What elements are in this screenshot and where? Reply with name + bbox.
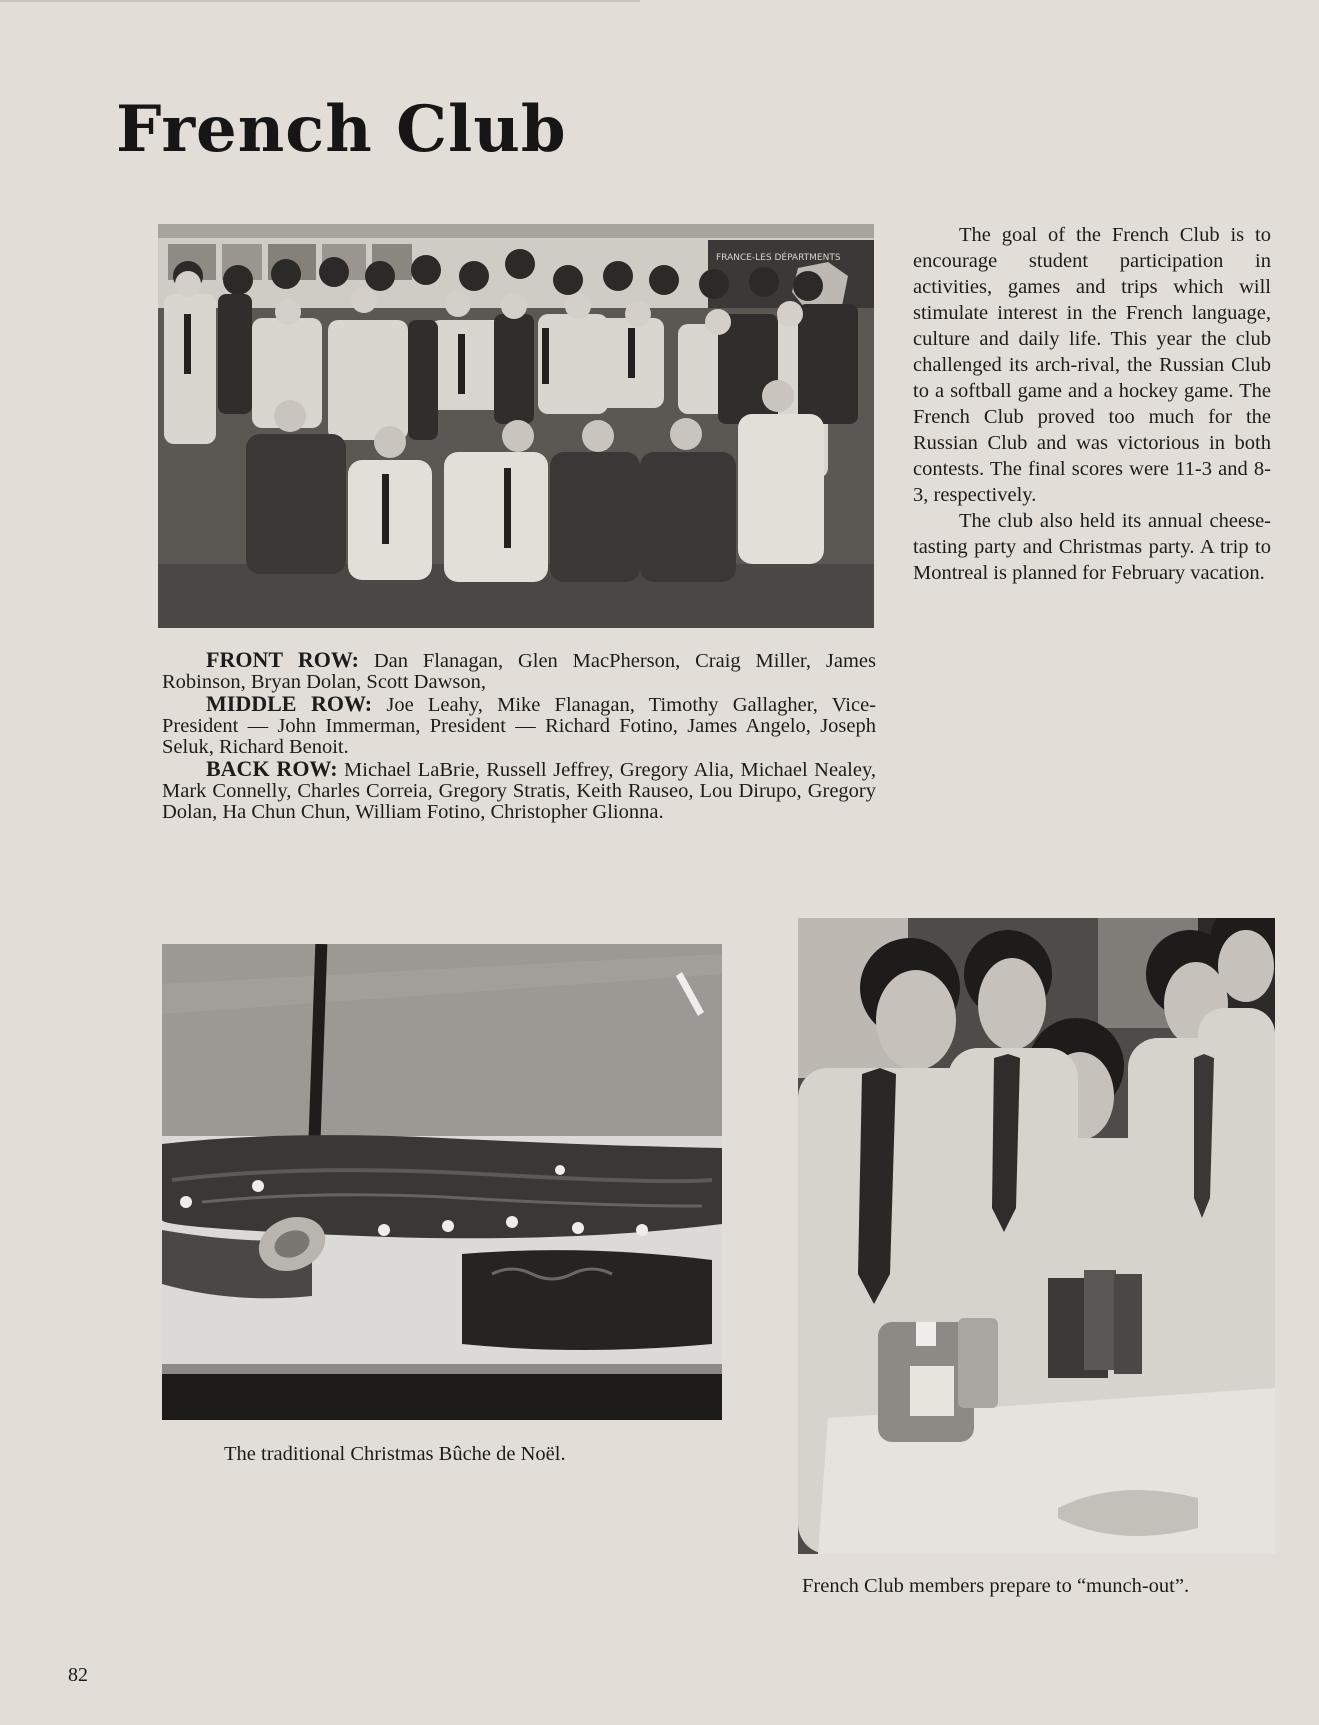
middle-row-caption	[162, 693, 876, 758]
back-row-caption	[162, 758, 876, 823]
back-row-names: Michael LaBrie, Russell Jeffrey, Gregory Alia, Michael Nealey, Mark Connelly, Charles Correia, Gregory Stratis, Keith Rauseo, Lou Dirupo, Gregory Dolan, Ha Chun Chun, William Fotino, Christopher Glionna.	[162, 759, 876, 823]
page-number: 82	[68, 1664, 88, 1686]
middle-row-names: Joe Leahy, Mike Flanagan, Timothy Gallagher, Vice-President — John Immerman, President — Richard Fotino, James Angelo, Joseph Seluk, Richard Benoit.	[162, 694, 876, 758]
members-photo-caption: French Club members prepare to “munch-out”.	[802, 1575, 1190, 1597]
members-photo-image	[798, 918, 1275, 1554]
front-row-names: Dan Flanagan, Glen MacPherson, Craig Miller, James Robinson, Bryan Dolan, Scott Dawson,	[162, 650, 876, 693]
front-row-caption	[162, 649, 876, 693]
top-rule	[0, 0, 640, 2]
middle-row-label: MIDDLE ROW:	[206, 691, 373, 716]
cake-photo-caption: The traditional Christmas Bûche de Noël.	[224, 1443, 566, 1465]
members-photo	[798, 918, 1275, 1554]
page-title: French Club	[116, 92, 567, 167]
group-photo	[158, 224, 874, 628]
back-row-label: BACK ROW:	[206, 756, 338, 781]
article-paragraph-2: The club also held its annual cheese-tasting party and Christmas party. A trip to Montreal is planned for February vacation.	[913, 510, 1271, 584]
front-row-label: FRONT ROW:	[206, 647, 359, 672]
article-text	[913, 222, 1271, 586]
group-photo-caption	[162, 649, 876, 823]
group-photo-sign: FRANCE-LES DÉPARTMENTS	[716, 253, 841, 263]
cake-photo	[162, 944, 722, 1420]
cake-photo-image	[162, 944, 722, 1420]
article-paragraph-1: The goal of the French Club is to encourage student participation in activities, games and trips which will stimulate interest in the French language, culture and daily life. This year the club challenged its arch-rival, the Russian Club to a softball game and a hockey game. The French Club proved too much for the Russian Club and was victorious in both contests. The final scores were 11-3 and 8-3, respectively.	[913, 224, 1271, 506]
group-photo-image	[158, 224, 874, 628]
